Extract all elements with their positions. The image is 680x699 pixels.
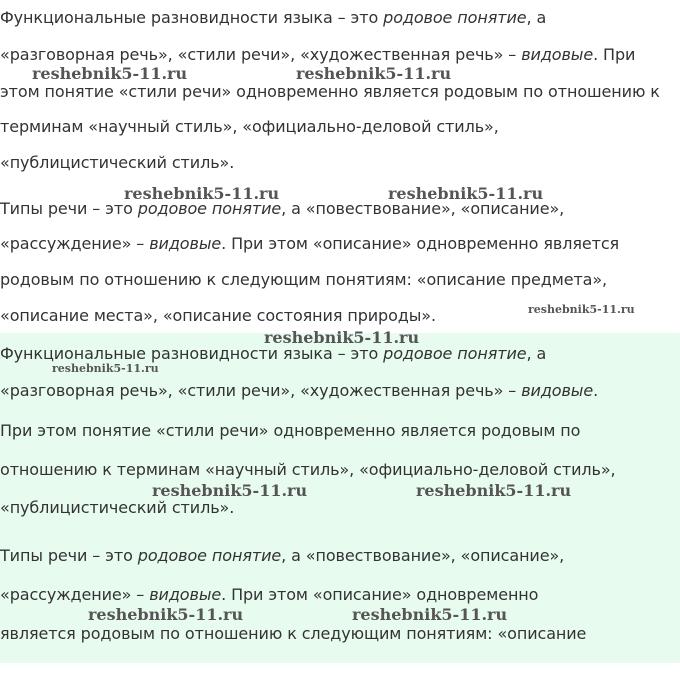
watermark: reshebnik5-11.ru (388, 184, 544, 203)
text-line: «публицистический стиль». (0, 153, 235, 172)
watermark: reshebnik5-11.ru (528, 303, 635, 316)
text-line: является родовым по отношению к следующим понятиям: «описание (0, 624, 587, 643)
text-line: родовым по отношению к следующим понятиям: «описание предмета», (0, 270, 608, 289)
watermark: reshebnik5-11.ru (296, 64, 452, 83)
text-line: этом понятие «стили речи» одновременно является родовым по отношению к (0, 82, 660, 101)
text-line: «описание места», «описание состояния природы». (0, 306, 436, 325)
text-line: Функциональные разновидности языка – это родовое понятие, а (0, 8, 547, 27)
text-line: «разговорная речь», «стили речи», «художественная речь» – видовые. (0, 381, 599, 400)
watermark: reshebnik5-11.ru (416, 481, 572, 500)
text-line: Типы речи – это родовое понятие, а «повествование», «описание», (0, 546, 565, 565)
watermark: reshebnik5-11.ru (52, 362, 159, 375)
text-line: Функциональные разновидности языка – это родовое понятие, а (0, 344, 547, 363)
text-line: При этом понятие «стили речи» одновременно является родовым по (0, 421, 581, 440)
text-line: отношению к терминам «научный стиль», «официально-деловой стиль», (0, 460, 616, 479)
text-line: Типы речи – это родовое понятие, а «повествование», «описание», (0, 199, 565, 218)
watermark: reshebnik5-11.ru (32, 64, 188, 83)
watermark: reshebnik5-11.ru (264, 328, 420, 347)
watermark: reshebnik5-11.ru (124, 184, 280, 203)
watermark: reshebnik5-11.ru (152, 481, 308, 500)
text-line: «рассуждение» – видовые. При этом «описание» одновременно (0, 585, 539, 604)
text-line: «публицистический стиль». (0, 498, 235, 517)
watermark: reshebnik5-11.ru (352, 605, 508, 624)
text-line: «рассуждение» – видовые. При этом «описание» одновременно является (0, 234, 620, 253)
text-line: терминам «научный стиль», «официально-деловой стиль», (0, 117, 499, 136)
watermark: reshebnik5-11.ru (88, 605, 244, 624)
text-line: «разговорная речь», «стили речи», «художественная речь» – видовые. При (0, 45, 636, 64)
